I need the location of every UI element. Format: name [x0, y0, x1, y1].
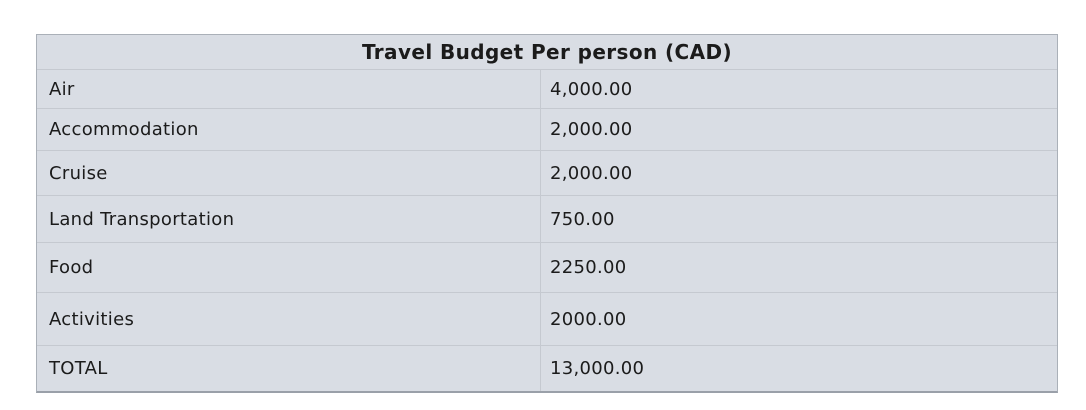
table-row	[37, 108, 1057, 150]
row-value: 2000.00	[550, 308, 627, 330]
total-label: TOTAL	[37, 346, 541, 391]
row-label: Accommodation	[37, 109, 541, 150]
row-value: 2,000.00	[550, 162, 633, 184]
row-label: Activities	[37, 293, 541, 345]
row-value: 2,000.00	[550, 119, 633, 140]
table-title: Travel Budget Per person (CAD)	[361, 40, 733, 64]
table-row	[37, 69, 1057, 108]
travel-budget-table	[36, 34, 1058, 393]
table-row-total	[37, 345, 1057, 391]
row-label: Air	[37, 70, 541, 108]
row-value: 4,000.00	[550, 78, 633, 100]
table-row	[37, 242, 1057, 292]
row-label: Land Transportation	[37, 196, 541, 242]
row-value: 750.00	[550, 208, 615, 230]
table-row	[37, 195, 1057, 242]
row-label: Food	[37, 243, 541, 292]
row-label: Cruise	[37, 151, 541, 195]
table-row	[37, 292, 1057, 345]
total-value: 13,000.00	[550, 358, 645, 379]
row-value: 2250.00	[550, 257, 627, 278]
table-row	[37, 150, 1057, 195]
